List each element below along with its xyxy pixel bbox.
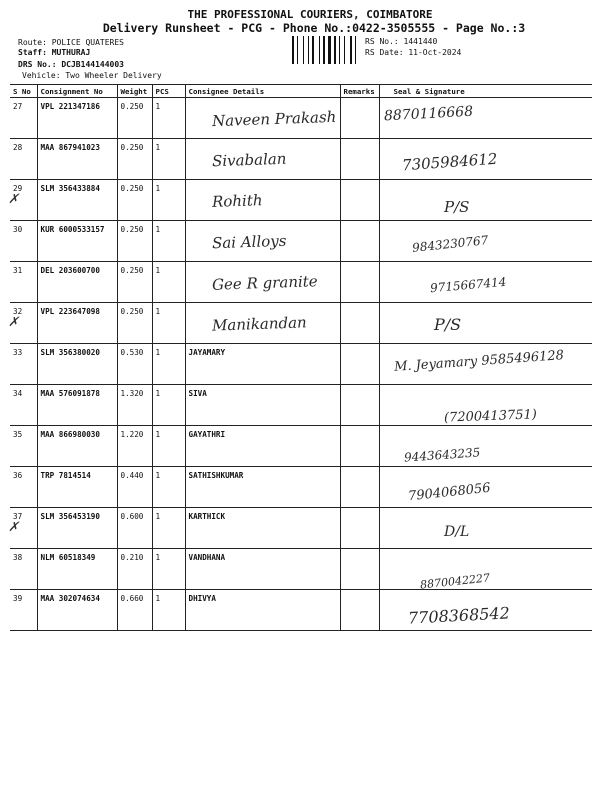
row-weight: 1.220 [117,426,152,467]
row-sno: 39 [10,590,37,631]
row-pcs: 1 [152,139,185,180]
handwritten-consignee: Naveen Prakash [211,107,337,131]
handwritten-signature: 9715667414 [429,274,507,296]
row-signature [379,303,592,344]
barcode-bar [297,36,298,64]
col-signature: Seal & Signature [379,85,592,98]
row-weight: 0.600 [117,508,152,549]
row-sno: 28 [10,139,37,180]
row-pcs: 1 [152,221,185,262]
row-consignment-no: KUR 6000533157 [37,221,117,262]
row-remarks [340,139,379,180]
row-sno: 27 [10,98,37,139]
row-sno: 29 [10,180,37,221]
row-pcs: 1 [152,549,185,590]
row-remarks [340,262,379,303]
row-sno: 34 [10,385,37,426]
tick-mark-icon: ✗ [8,192,19,207]
table-row [10,426,592,467]
row-sno: 38 [10,549,37,590]
row-consignee [185,180,340,221]
barcode-bar [339,36,340,64]
rs-date-label: RS Date: [365,48,404,57]
row-pcs: 1 [152,508,185,549]
row-consignment-no: MAA 576091878 [37,385,117,426]
vehicle-value: Two Wheeler Delivery [65,71,162,80]
tick-mark-icon: ✗ [8,315,19,330]
row-remarks [340,303,379,344]
vehicle-label: Vehicle: [22,71,61,80]
document-subtitle: Delivery Runsheet - PCG - Phone No.:0422-3505555 - Page No.:3 [102,21,526,35]
rs-no-label: RS No.: [365,37,399,46]
row-consignment-no: SLM 356453190 [37,508,117,549]
row-consignee: KARTHICK [185,508,340,549]
row-weight: 0.250 [117,98,152,139]
row-consignment-no: SLM 356433884 [37,180,117,221]
handwritten-consignee: Gee R granite [211,272,318,294]
drs-line [18,60,124,69]
barcode-bar [312,36,314,64]
handwritten-signature: 7904068056 [407,480,492,505]
table-row [10,508,592,549]
col-pcs: PCS [152,85,185,98]
row-weight: 0.210 [117,549,152,590]
row-weight: 0.250 [117,139,152,180]
col-consignment: Consignment No [37,85,117,98]
rs-date-line [365,48,461,57]
handwritten-signature: 8870116668 [383,103,474,125]
barcode-bar [303,36,304,64]
row-remarks [340,385,379,426]
handwritten-consignee: Sivabalan [211,149,287,171]
row-remarks [340,426,379,467]
row-consignee: VANDHANA [185,549,340,590]
row-consignment-no: TRP 7814514 [37,467,117,508]
vehicle-line [22,71,162,80]
row-pcs: 1 [152,344,185,385]
row-consignee: SIVA [185,385,340,426]
row-consignee: JAYAMARY [185,344,340,385]
row-weight: 0.250 [117,303,152,344]
row-pcs: 1 [152,98,185,139]
handwritten-signature: 7708368542 [407,603,511,628]
barcode-bar [308,36,309,64]
staff-label: Staff: [18,48,47,57]
handwritten-signature: D/L [444,524,470,540]
table-row [10,221,592,262]
rs-no-value: 1441440 [403,37,438,46]
barcode-bar [355,36,356,64]
col-remarks: Remarks [340,85,379,98]
row-pcs: 1 [152,467,185,508]
tick-mark-icon: ✗ [8,520,19,535]
barcode-bar [319,36,320,64]
col-consignee: Consignee Details [185,85,340,98]
drs-value: DCJB144144003 [61,60,124,69]
route-label: Route: [18,38,47,47]
row-sno: 32 [10,303,37,344]
handwritten-signature: P/S [444,198,470,216]
barcode-bar [350,36,352,64]
handwritten-signature: 9843230767 [411,233,489,255]
table-row [10,139,592,180]
barcode-bar [334,36,336,64]
row-pcs: 1 [152,426,185,467]
row-pcs: 1 [152,385,185,426]
row-remarks [340,467,379,508]
row-consignment-no: NLM 60518349 [37,549,117,590]
barcode-bar [328,36,331,64]
row-sno: 30 [10,221,37,262]
row-consignment-no: VPL 223647098 [37,303,117,344]
barcode-bar [323,36,325,64]
handwritten-consignee: Sai Alloys [211,231,287,253]
staff-value: MUTHURAJ [51,48,91,57]
row-weight: 0.250 [117,262,152,303]
route-value: POLICE QUATERES [51,38,124,47]
table-row [10,467,592,508]
row-weight: 0.250 [117,180,152,221]
row-sno: 35 [10,426,37,467]
barcode-bar [292,36,294,64]
row-sno: 37 [10,508,37,549]
row-consignment-no: MAA 302074634 [37,590,117,631]
row-pcs: 1 [152,303,185,344]
row-remarks [340,590,379,631]
row-weight: 0.440 [117,467,152,508]
row-consignee: GAYATHRI [185,426,340,467]
row-consignee: SATHISHKUMAR [185,467,340,508]
row-pcs: 1 [152,262,185,303]
drs-label: DRS No.: [18,60,57,69]
row-remarks [340,549,379,590]
row-weight: 0.530 [117,344,152,385]
rs-date-value: 11-Oct-2024 [408,48,462,57]
row-remarks [340,221,379,262]
staff-line [18,48,90,57]
row-consignee: DHIVYA [185,590,340,631]
document-title: THE PROFESSIONAL COURIERS, COIMBATORE [187,8,433,21]
route-line [18,38,124,47]
barcode [292,36,356,64]
row-weight: 1.320 [117,385,152,426]
row-sno: 33 [10,344,37,385]
row-remarks [340,98,379,139]
row-consignment-no: MAA 867941023 [37,139,117,180]
row-signature [379,508,592,549]
row-consignment-no: DEL 203600700 [37,262,117,303]
rs-no-line [365,37,437,46]
handwritten-consignee: Rohith [211,191,263,211]
table-row [10,180,592,221]
row-consignment-no: MAA 866980030 [37,426,117,467]
col-sno: S No [10,85,37,98]
row-sno: 31 [10,262,37,303]
row-remarks [340,508,379,549]
row-weight: 0.250 [117,221,152,262]
row-pcs: 1 [152,590,185,631]
handwritten-signature: 8870042227 [419,571,491,592]
row-pcs: 1 [152,180,185,221]
handwritten-consignee: Manikandan [211,313,307,335]
table-header-row [10,85,592,98]
handwritten-signature: 9443643235 [403,445,481,465]
row-consignment-no: SLM 356380020 [37,344,117,385]
barcode-bar [344,36,345,64]
row-remarks [340,180,379,221]
handwritten-signature: P/S [434,315,462,334]
handwritten-signature: 7305984612 [401,149,498,175]
row-remarks [340,344,379,385]
col-weight: Weight [117,85,152,98]
row-consignment-no: VPL 221347186 [37,98,117,139]
row-sno: 36 [10,467,37,508]
table-row [10,549,592,590]
row-weight: 0.660 [117,590,152,631]
handwritten-signature: M. Jeyamary 9585496128 [393,348,565,375]
row-signature [379,180,592,221]
handwritten-signature: (7200413751) [443,407,538,426]
